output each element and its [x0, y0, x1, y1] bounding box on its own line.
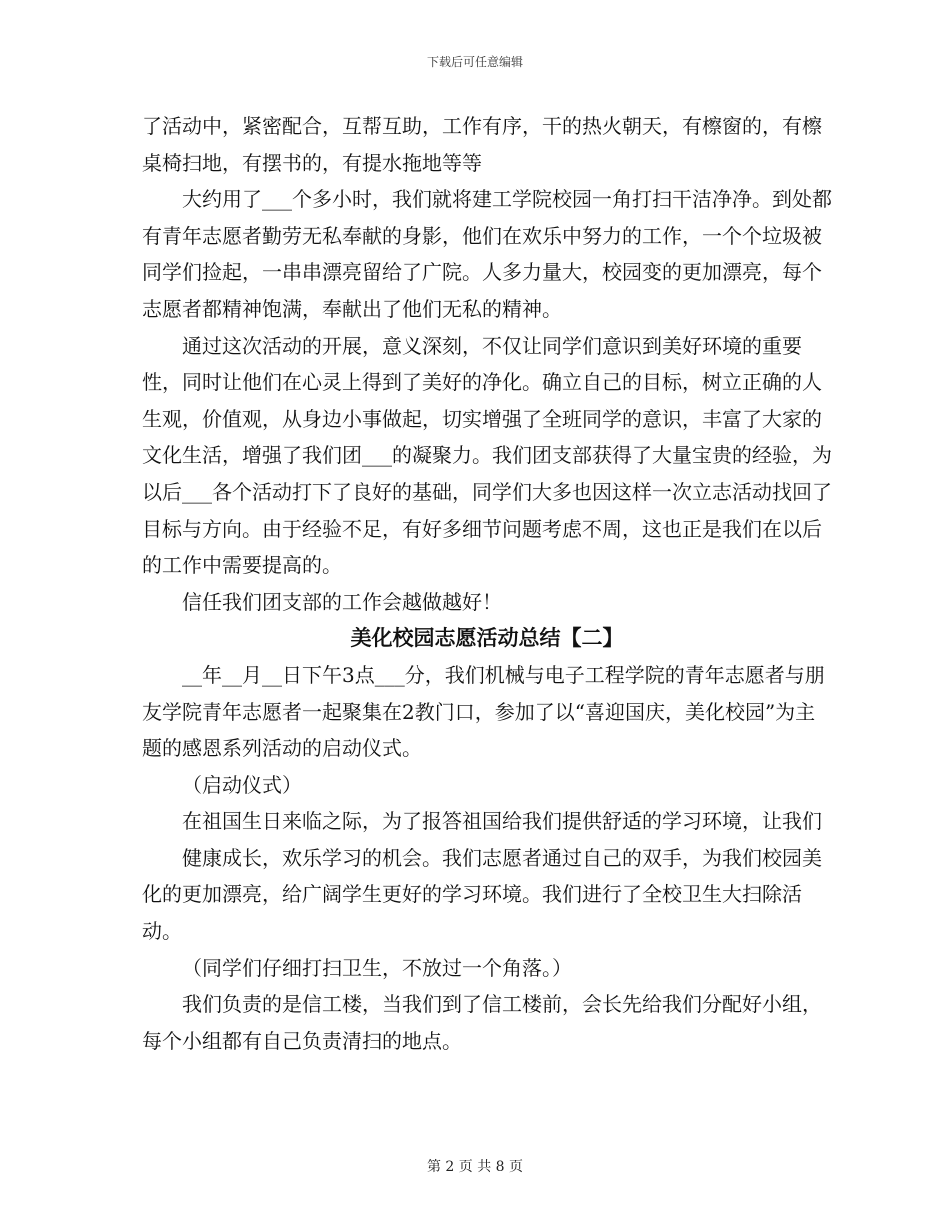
paragraph: 在祖国生日来临之际，为了报答祖国给我们提供舒适的学习环境，让我们	[182, 809, 822, 834]
paragraph: （同学们仔细打扫卫生，不放过一个角落。）	[182, 955, 572, 980]
paragraph: 健康成长，欢乐学习的机会。我们志愿者通过自己的双手，为我们校园美化的更加漂亮，给广阔学生更好的学习环境。我们进行了全校卫生大扫除活动。	[142, 845, 822, 944]
document-body	[142, 108, 832, 1059]
page-header: 下载后可任意编辑	[426, 55, 523, 69]
paragraph: __年__月__日下午3点___分，我们机械与电子工程学院的青年志愿者与朋友学院青年志愿者一起聚集在2教门口，参加了以“喜迎国庆，美化校园”为主题的感恩系列活动的启动仪式。	[142, 662, 825, 761]
page-footer: 第 2 页 共 8 页	[426, 1159, 524, 1175]
paragraph: （启动仪式）	[182, 772, 302, 797]
paragraph: 信任我们团支部的工作会越做越好！	[182, 589, 502, 614]
paragraph: 我们负责的是信工楼，当我们到了信工楼前，会长先给我们分配好小组，每个小组都有自己负责清扫的地点。	[142, 992, 822, 1053]
paragraph: 通过这次活动的开展，意义深刻，不仅让同学们意识到美好环境的重要性，同时让他们在心灵上得到了美好的净化。确立自己的目标，树立正确的人生观，价值观，从身边小事做起，切实增强了全班同学的意识，丰富了大家的文化生活，增强了我们团___的凝聚力。我们团支部获得了大量宝贵的经验，为以后___各个活动打下了良好的基础，同学们大多也因这样一次立志活动找回了目标与方向。由于经验不足，有好多细节问题考虑不周，这也正是我们在以后的工作中需要提高的。	[142, 333, 832, 578]
section-title: 美化校园志愿活动总结【二】	[350, 625, 624, 651]
paragraph: 了活动中，紧密配合，互帮互助，工作有序，干的热火朝天，有檫窗的，有檫桌椅扫地，有摆书的，有提水拖地等等	[142, 114, 822, 175]
paragraph: 大约用了___个多小时，我们就将建工学院校园一角打扫干洁净净。到处都有青年志愿者勤劳无私奉献的身影，他们在欢乐中努力的工作，一个个垃圾被同学们捡起，一串串漂亮留给了广院。人多力量大，校园变的更加漂亮，每个志愿者都精神饱满，奉献出了他们无私的精神。	[142, 187, 832, 321]
